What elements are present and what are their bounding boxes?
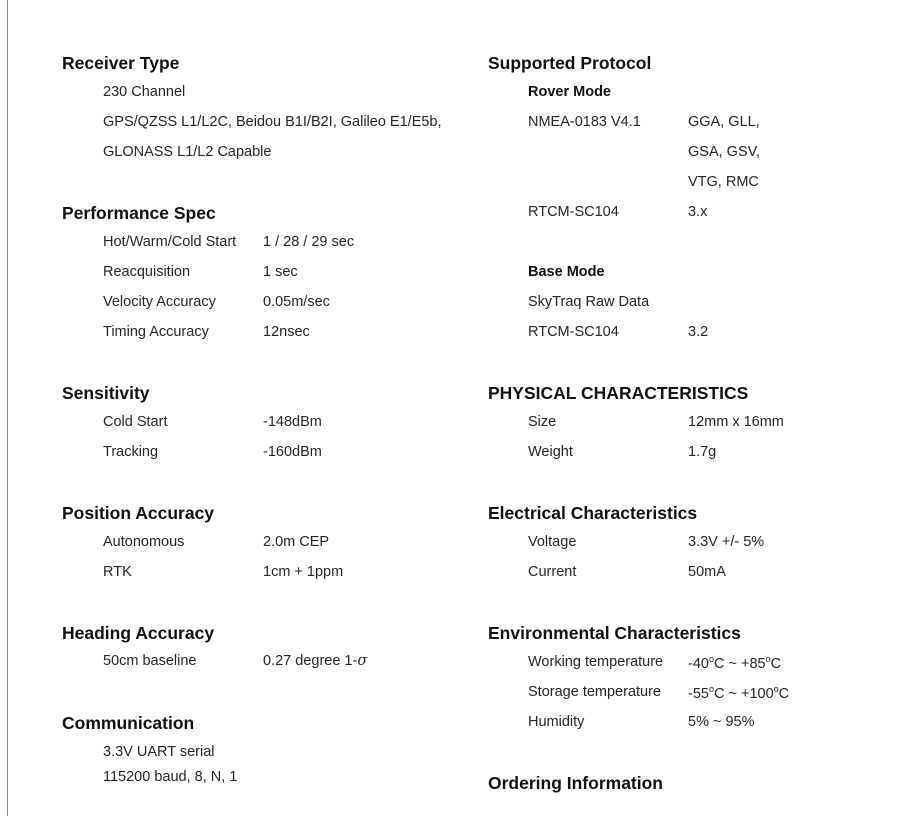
env-value-humidity: 5% ~ 95% — [688, 714, 755, 730]
sens-value-cold: -148dBm — [263, 414, 322, 430]
perf-label-reacq: Reacquisition — [103, 264, 191, 280]
pos-value-rtk: 1cm + 1ppm — [263, 564, 344, 580]
communication-heading: Communication — [62, 713, 195, 733]
perf-value-velocity: 0.05m/sec — [263, 294, 330, 310]
supported-protocol-heading: Supported Protocol — [488, 53, 652, 73]
physical-heading: PHYSICAL CHARACTERISTICS — [488, 383, 749, 403]
rover-mode-heading: Rover Mode — [528, 84, 611, 100]
position-accuracy-heading: Position Accuracy — [62, 503, 215, 523]
perf-value-reacq: 1 sec — [263, 264, 298, 280]
ordering-information-heading: Ordering Information — [488, 773, 663, 793]
perf-value-start: 1 / 28 / 29 sec — [263, 234, 355, 250]
heading-accuracy-heading: Heading Accuracy — [62, 623, 215, 643]
phys-label-size: Size — [528, 414, 557, 430]
nmea-label: NMEA-0183 V4.1 — [528, 114, 641, 130]
rover-rtcm-value: 3.x — [688, 204, 708, 220]
receiver-glonass: GLONASS L1/L2 Capable — [103, 144, 272, 160]
elec-value-voltage: 3.3V +/- 5% — [688, 534, 765, 550]
phys-value-weight: 1.7g — [688, 444, 717, 460]
sens-label-cold: Cold Start — [103, 414, 168, 430]
pos-value-autonomous: 2.0m CEP — [263, 534, 330, 550]
perf-label-start: Hot/Warm/Cold Start — [103, 234, 237, 250]
nmea-value-2: GSA, GSV, — [688, 144, 760, 160]
elec-value-current: 50mA — [688, 564, 726, 580]
env-storage-unit: C — [778, 686, 790, 702]
sigma-symbol: σ — [357, 653, 368, 669]
receiver-type-heading: Receiver Type — [62, 53, 180, 73]
pos-label-autonomous: Autonomous — [103, 534, 185, 550]
sens-label-tracking: Tracking — [103, 444, 159, 460]
nmea-value-1: GGA, GLL, — [688, 114, 760, 130]
env-working-high: C ~ +85 — [713, 656, 766, 672]
comm-uart: 3.3V UART serial — [103, 744, 215, 760]
phys-value-size: 12mm x 16mm — [688, 414, 784, 430]
env-label-working: Working temperature — [528, 654, 664, 670]
phys-label-weight: Weight — [528, 444, 573, 460]
base-rtcm-value: 3.2 — [688, 324, 709, 340]
receiver-signals: GPS/QZSS L1/L2C, Beidou B1I/B2I, Galileo E1/E5b, — [103, 114, 442, 130]
env-value-storage — [688, 684, 789, 702]
page-left-border — [7, 0, 8, 816]
env-label-storage: Storage temperature — [528, 684, 661, 700]
env-storage-low: -55 — [688, 686, 709, 702]
comm-baud: 115200 baud, 8, N, 1 — [103, 769, 238, 785]
base-rtcm-label: RTCM-SC104 — [528, 324, 619, 340]
perf-value-timing: 12nsec — [263, 324, 310, 340]
receiver-channel: 230 Channel — [103, 84, 186, 100]
base-raw-data: SkyTraq Raw Data — [528, 294, 650, 310]
perf-label-velocity: Velocity Accuracy — [103, 294, 216, 310]
sensitivity-heading: Sensitivity — [62, 383, 150, 403]
degree-symbol: o — [773, 684, 779, 694]
environmental-heading: Environmental Characteristics — [488, 623, 741, 643]
pos-label-rtk: RTK — [103, 564, 132, 580]
base-mode-heading: Base Mode — [528, 264, 605, 280]
env-label-humidity: Humidity — [528, 714, 585, 730]
nmea-value-3: VTG, RMC — [688, 174, 759, 190]
heading-acc-label: 50cm baseline — [103, 653, 197, 669]
degree-symbol: o — [708, 654, 714, 664]
elec-label-voltage: Voltage — [528, 534, 577, 550]
env-working-low: -40 — [688, 656, 709, 672]
env-storage-high: C ~ +100 — [713, 686, 774, 702]
perf-label-timing: Timing Accuracy — [103, 324, 209, 340]
sens-value-tracking: -160dBm — [263, 444, 322, 460]
performance-spec-heading: Performance Spec — [62, 203, 216, 223]
env-working-unit: C — [770, 656, 782, 672]
elec-label-current: Current — [528, 564, 577, 580]
degree-symbol: o — [708, 684, 714, 694]
degree-symbol: o — [765, 654, 771, 664]
heading-acc-value — [263, 653, 367, 669]
env-value-working — [688, 654, 781, 672]
electrical-heading: Electrical Characteristics — [488, 503, 698, 523]
rover-rtcm-label: RTCM-SC104 — [528, 204, 619, 220]
heading-acc-value-text: 0.27 degree 1- — [263, 653, 358, 669]
